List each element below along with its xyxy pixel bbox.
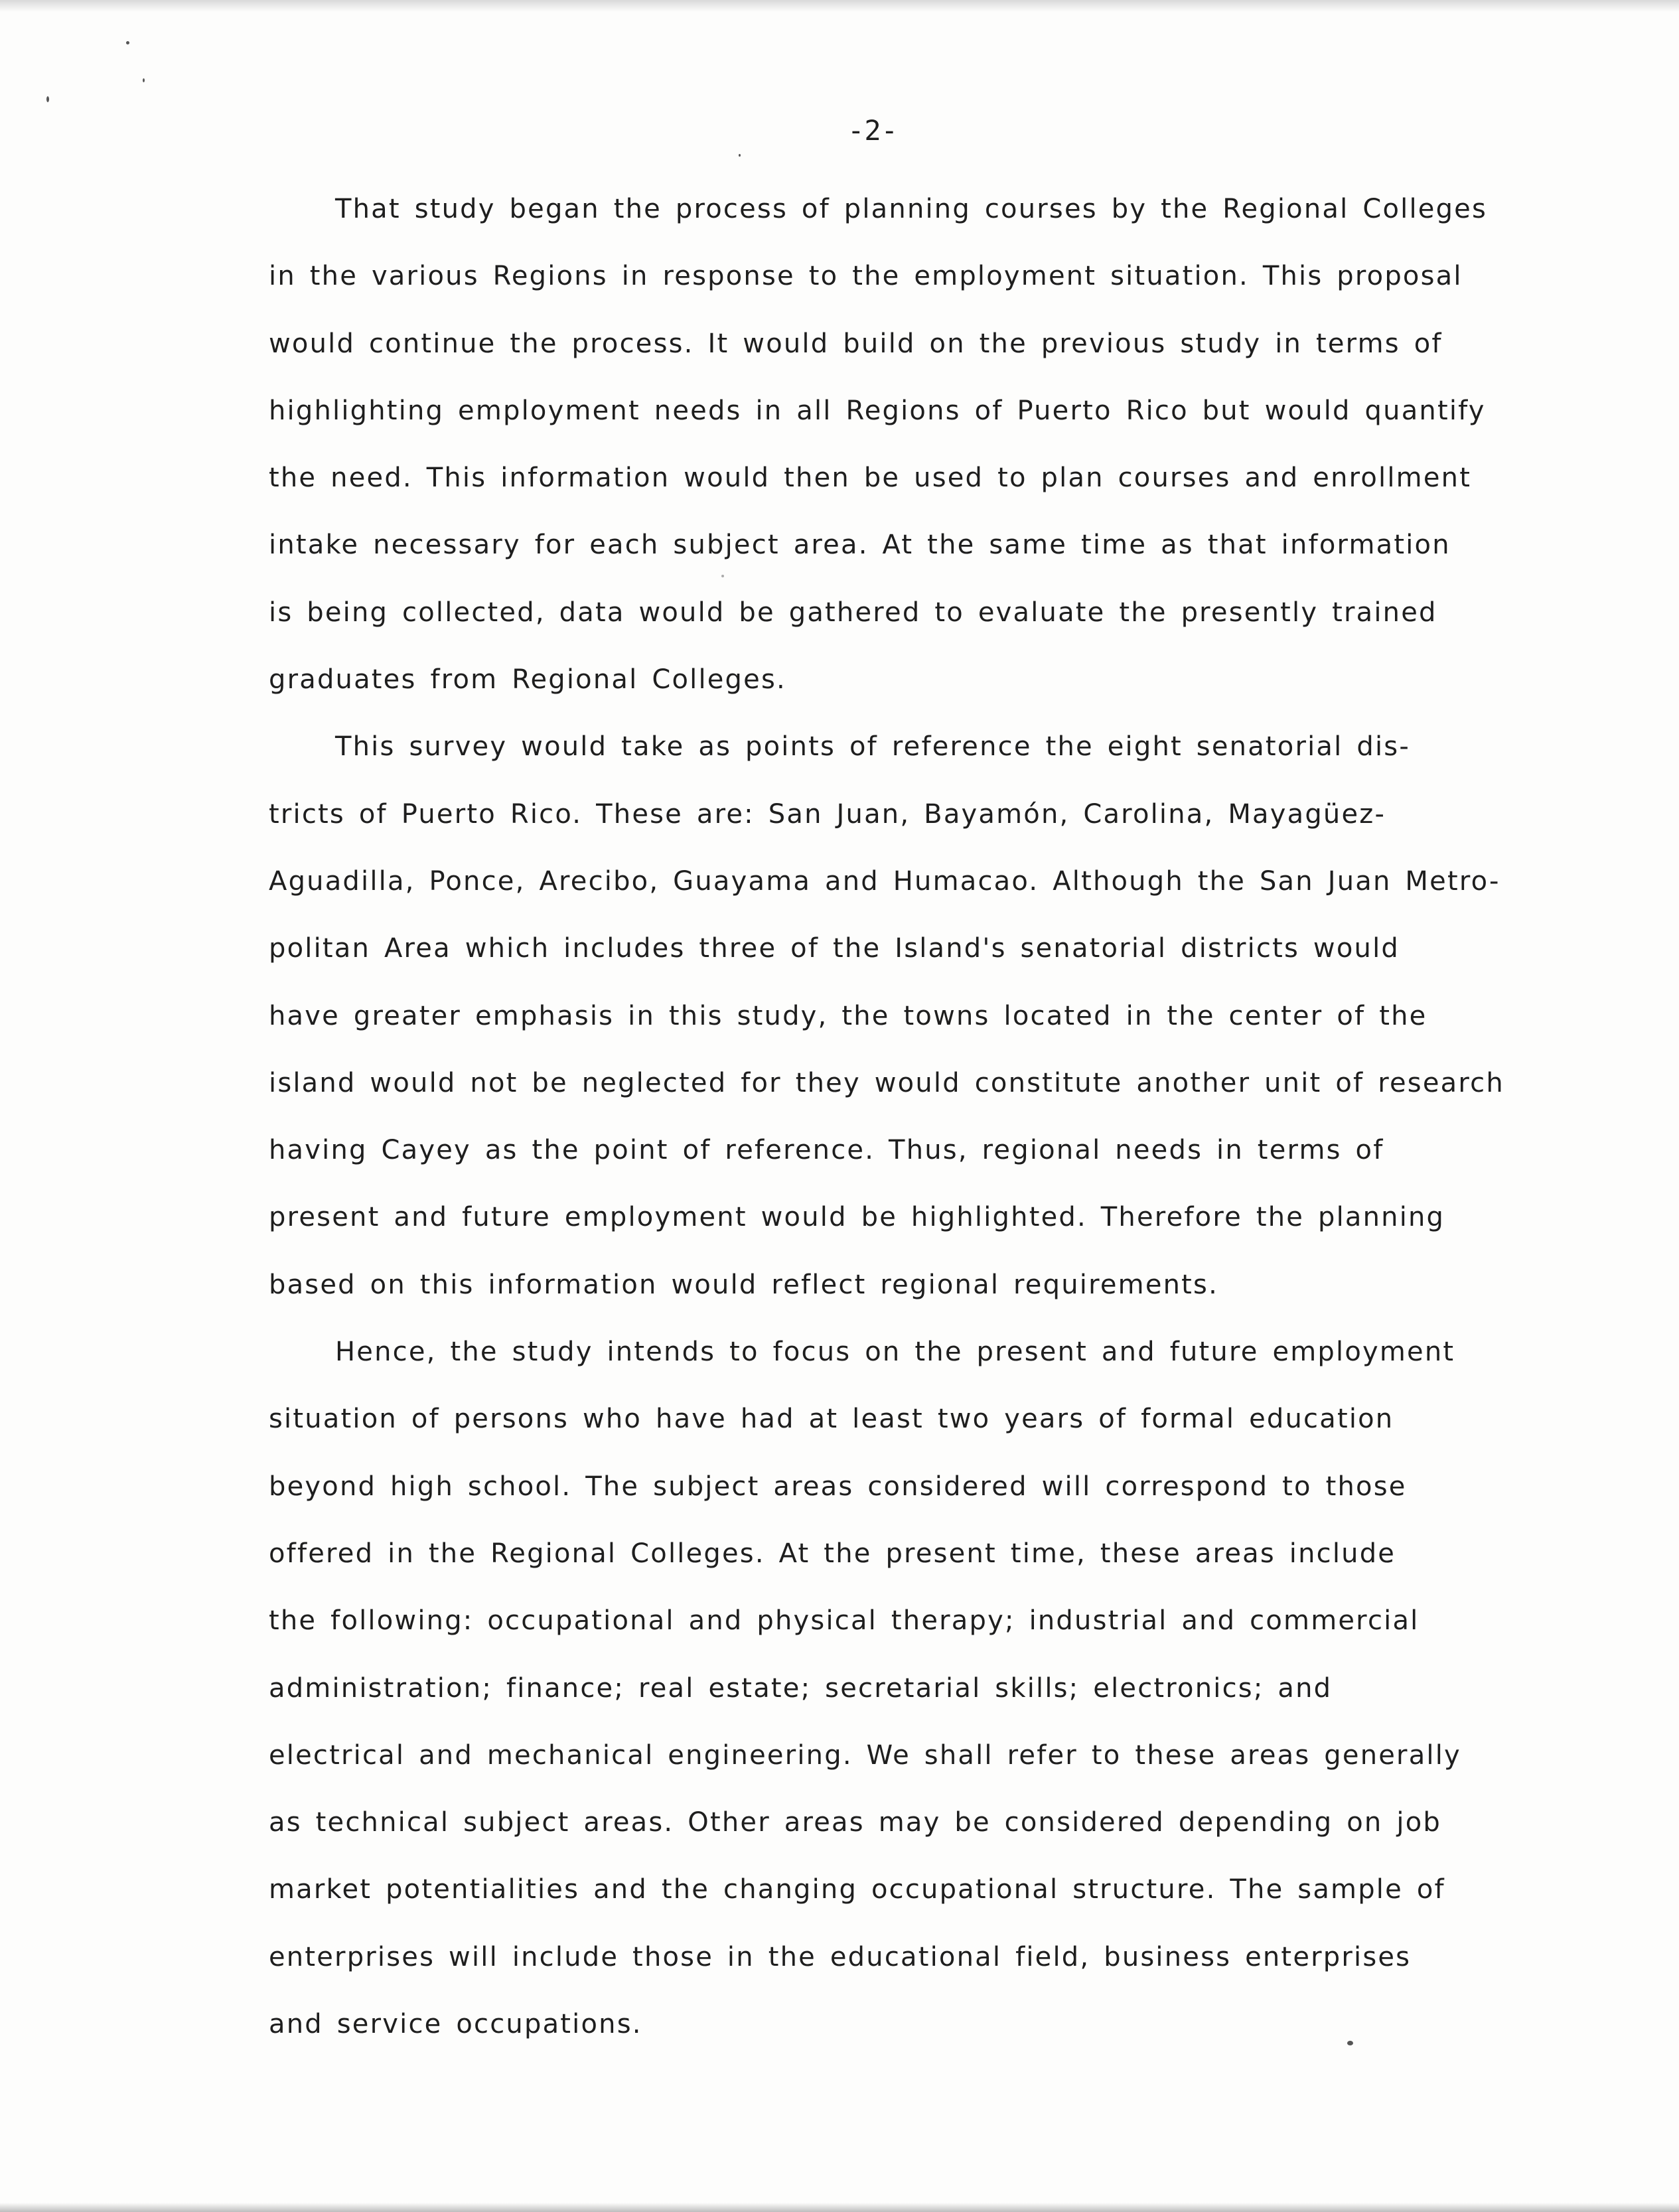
paragraph-3 bbox=[269, 1319, 1609, 2058]
scan-speck bbox=[46, 96, 49, 102]
text-line: offered in the Regional Colleges. At the present time, these areas include bbox=[269, 1538, 1396, 1569]
text-line: This survey would take as points of reference the eight senatorial dis- bbox=[335, 731, 1410, 763]
text-line: electrical and mechanical engineering. We shall refer to these areas generally bbox=[269, 1739, 1461, 1771]
text-line: have greater emphasis in this study, the towns located in the center of the bbox=[269, 1000, 1427, 1031]
text-line: present and future employment would be highlighted. Therefore the planning bbox=[269, 1202, 1445, 1233]
scan-bottom-edge bbox=[0, 2203, 1679, 2212]
text-line: in the various Regions in response to the employment situation. This proposal bbox=[269, 261, 1463, 292]
text-line: politan Area which includes three of the Island's senatorial districts would bbox=[269, 933, 1400, 964]
text-line: market potentialities and the changing occupational structure. The sample of bbox=[269, 1874, 1445, 1905]
text-line: enterprises will include those in the educational field, business enterprises bbox=[269, 1941, 1412, 1972]
paragraph-2 bbox=[269, 713, 1609, 1319]
body-text bbox=[269, 176, 1609, 2058]
text-line: tricts of Puerto Rico. These are: San Juan, Bayamón, Carolina, Mayagüez- bbox=[269, 798, 1386, 830]
text-line: based on this information would reflect regional requirements. bbox=[269, 1269, 1219, 1300]
text-line: the need. This information would then be used to plan courses and enrollment bbox=[269, 463, 1472, 494]
text-line: having Cayey as the point of reference. Thus, regional needs in terms of bbox=[269, 1135, 1384, 1166]
text-line: the following: occupational and physical therapy; industrial and commercial bbox=[269, 1605, 1420, 1637]
text-line: is being collected, data would be gathered to evaluate the presently trained bbox=[269, 597, 1437, 628]
text-line: highlighting employment needs in all Regions of Puerto Rico but would quantify bbox=[269, 395, 1486, 426]
text-line: island would not be neglected for they would constitute another unit of research bbox=[269, 1067, 1504, 1098]
scan-speck bbox=[739, 154, 741, 157]
text-line: That study began the process of planning courses by the Regional Colleges bbox=[335, 194, 1488, 224]
text-line: situation of persons who have had at least two years of formal education bbox=[269, 1404, 1394, 1435]
scan-top-edge bbox=[0, 0, 1679, 12]
text-line: would continue the process. It would build on the previous study in terms of bbox=[269, 328, 1443, 359]
text-line: as technical subject areas. Other areas may be considered depending on job bbox=[269, 1807, 1441, 1838]
scan-speck bbox=[126, 41, 129, 44]
text-line: Aguadilla, Ponce, Arecibo, Guayama and Humacao. Although the San Juan Metro- bbox=[269, 865, 1500, 897]
text-line: graduates from Regional Colleges. bbox=[269, 664, 786, 696]
page-number: -2- bbox=[847, 114, 898, 147]
text-line: beyond high school. The subject areas considered will correspond to those bbox=[269, 1471, 1407, 1502]
text-line: and service occupations. bbox=[269, 2009, 642, 2040]
text-line: intake necessary for each subject area. At the same time as that information bbox=[269, 530, 1451, 561]
text-line: administration; finance; real estate; secretarial skills; electronics; and bbox=[269, 1672, 1333, 1704]
scan-speck bbox=[143, 78, 145, 82]
text-line: Hence, the study intends to focus on the present and future employment bbox=[335, 1337, 1455, 1368]
paragraph-1 bbox=[269, 176, 1609, 713]
